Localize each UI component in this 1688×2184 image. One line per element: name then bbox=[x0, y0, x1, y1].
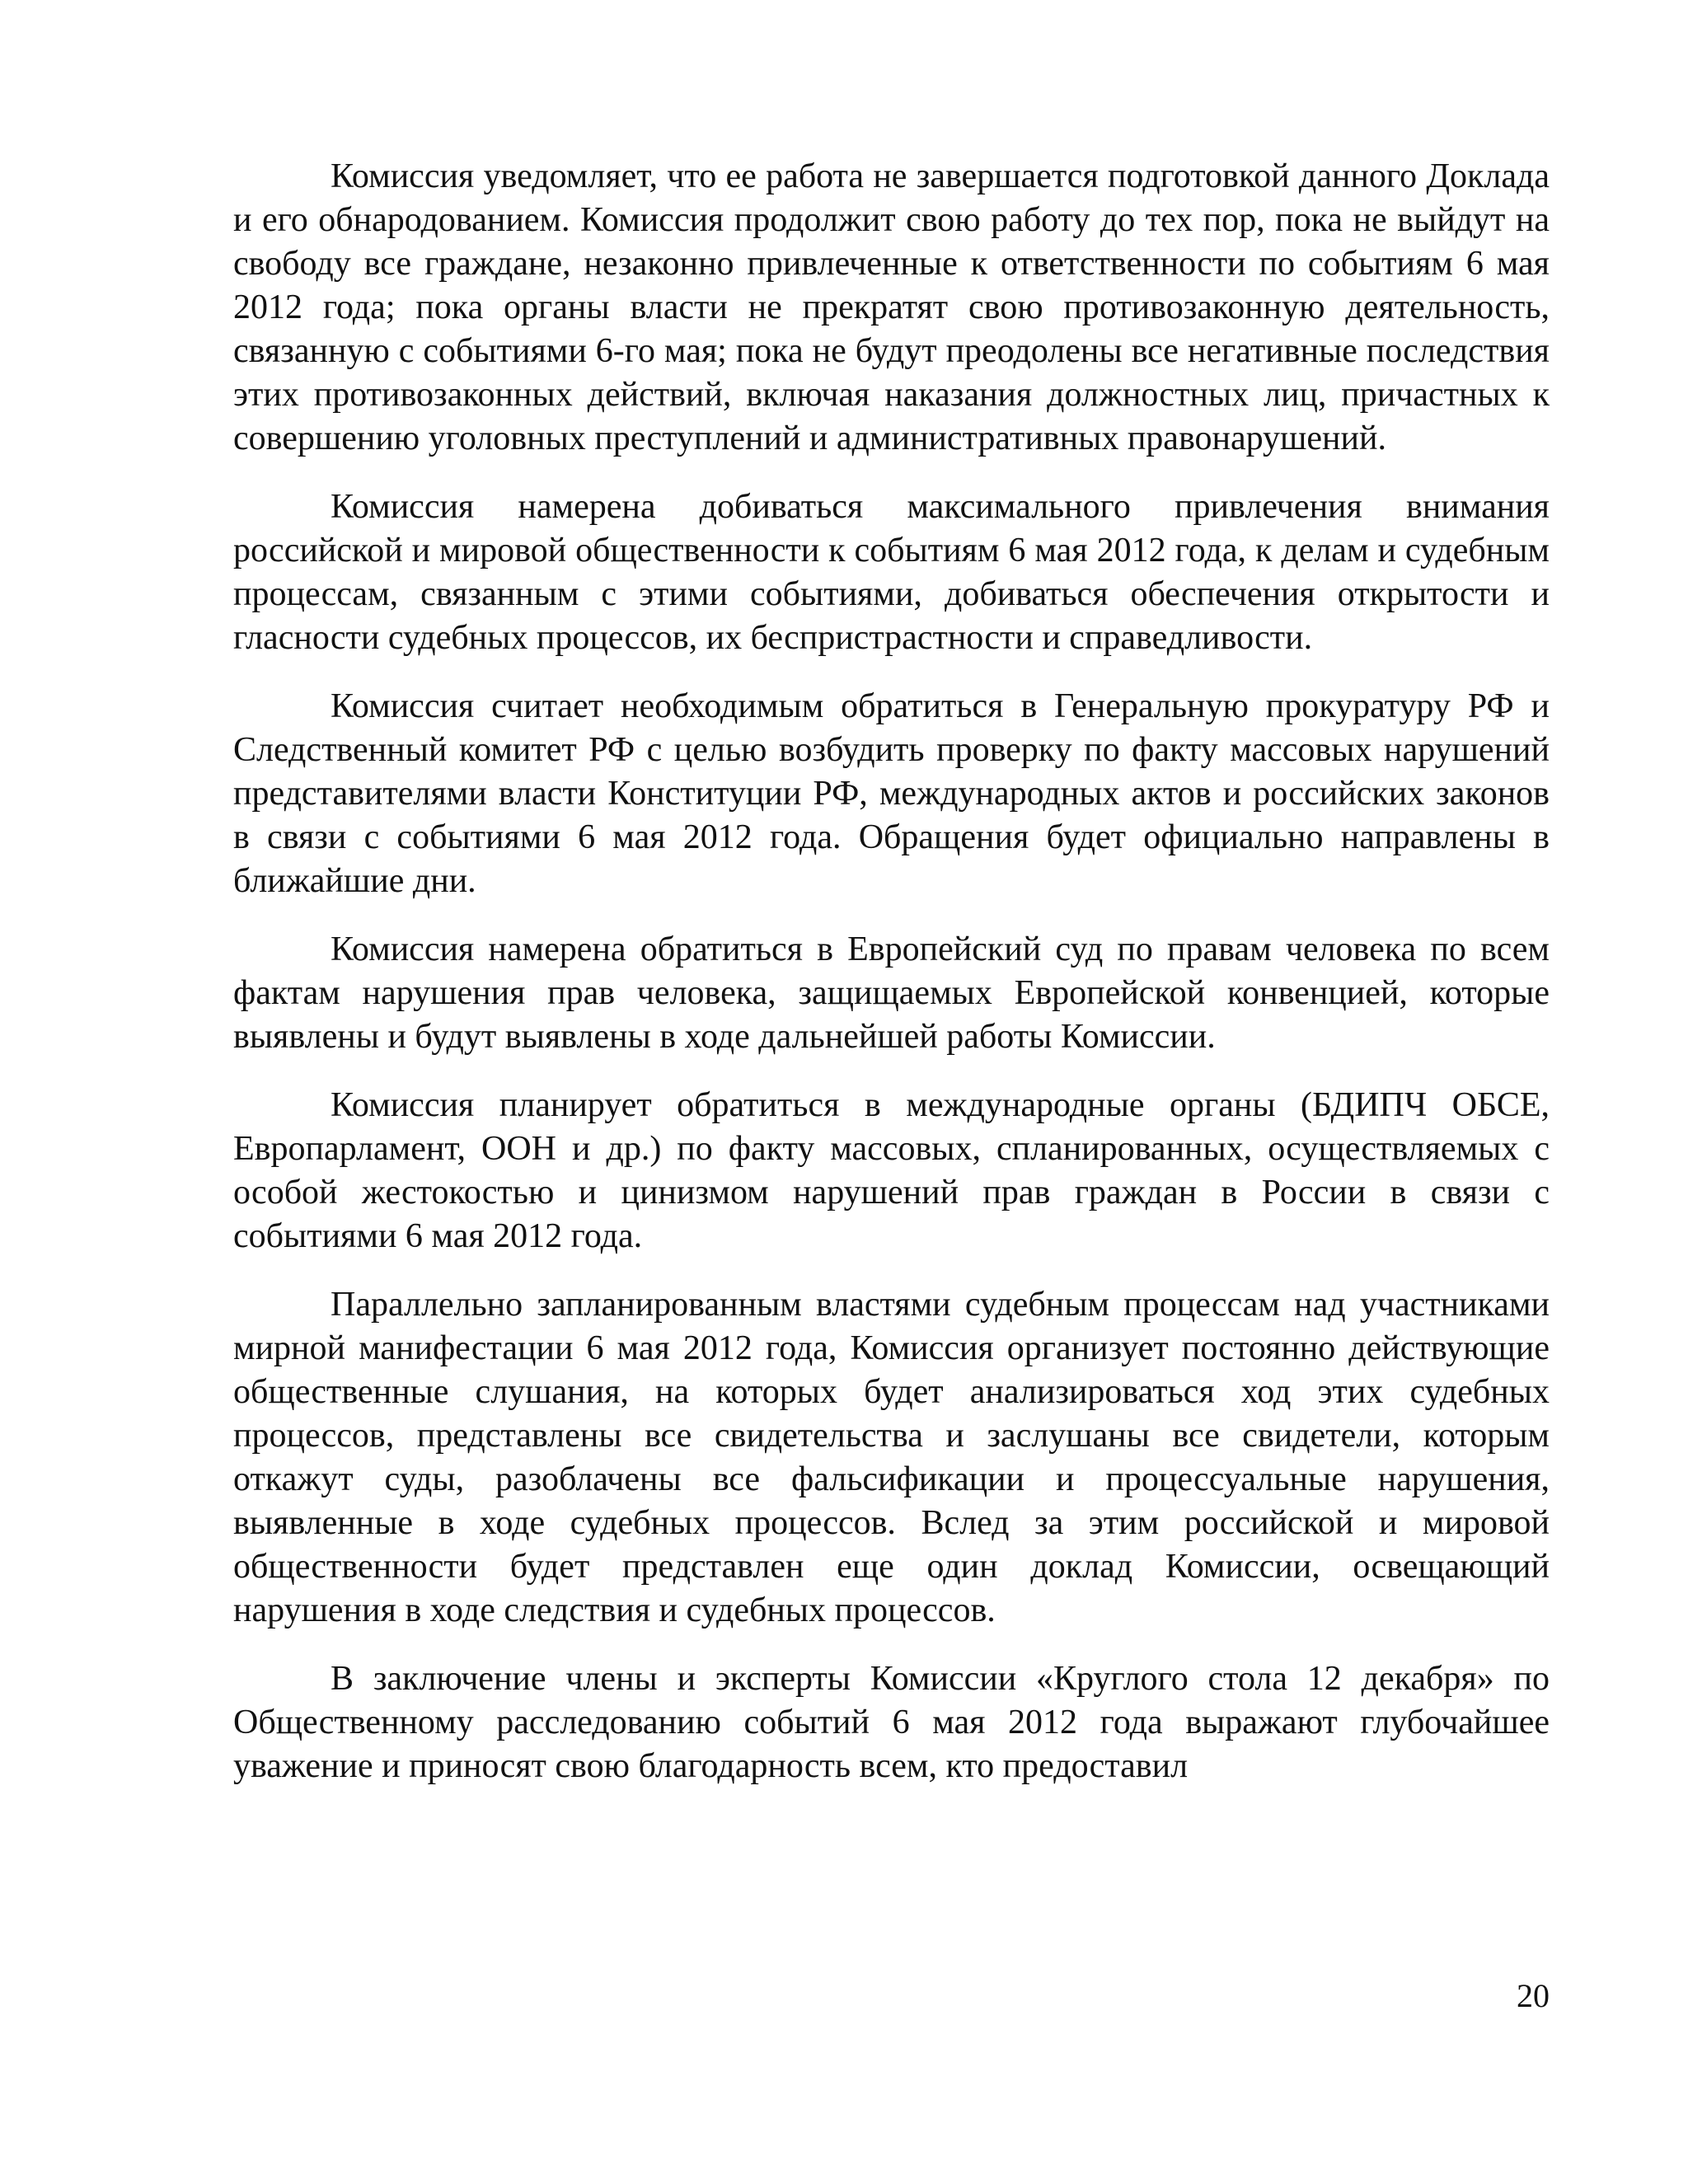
paragraph-international-bodies: Комиссия планирует обратиться в международные органы (БДИПЧ ОБСЕ, Европарламент, ООН и др.) по факту массовых, спланированных, осуществляемых с особой жестокостью и цинизмом нарушений прав граждан в России в связи с событиями 6 мая 2012 года. bbox=[233, 1086, 1550, 1255]
paragraph-public-attention: Комиссия намерена добиваться максимального привлечения внимания российской и мировой общественности к событиям 6 мая 2012 года, к делам и судебным процессам, связанным с этими событиями, добиваться обеспечения открытости и гласности судебных процессов, их беспристрастности и справедливости. bbox=[233, 488, 1550, 657]
paragraph-conclusion: В заключение члены и эксперты Комиссии «Круглого стола 12 декабря» по Общественному расследованию событий 6 мая 2012 года выражают глубочайшее уважение и приносят свою благодарность всем, кто предоставил bbox=[233, 1660, 1550, 1785]
paragraph-public-hearings: Параллельно запланированным властями судебным процессам над участниками мирной манифестации 6 мая 2012 года, Комиссия организует постоянно действующие общественные слушания, на которых будет анализироваться ход этих судебных процессов, представлены все свидетельства и заслушаны все свидетели, которым откажут суды, разоблачены все фальсификации и процессуальные нарушения, выявленные в ходе судебных процессов. Вслед за этим российской и мировой общественности будет представлен еще один доклад Комиссии, освещающий нарушения в ходе следствия и судебных процессов. bbox=[233, 1286, 1550, 1629]
document-body bbox=[233, 155, 1550, 1813]
page-number: 20 bbox=[1517, 1977, 1550, 2014]
paragraph-prosecutor-appeal: Комиссия считает необходимым обратиться в Генеральную прокуратуру РФ и Следственный комитет РФ с целью возбудить проверку по факту массовых нарушений представителями власти Конституции РФ, международных актов и российских законов в связи с событиями 6 мая 2012 года. Обращения будет официально направлены в ближайшие дни. bbox=[233, 687, 1550, 900]
paragraph-commission-continues-work: Комиссия уведомляет, что ее работа не завершается подготовкой данного Доклада и его обнародованием. Комиссия продолжит свою работу до тех пор, пока не выйдут на свободу все граждане, незаконно привлеченные к ответственности по событиям 6 мая 2012 года; пока органы власти не прекратят свою противозаконную деятельность, связанную с событиями 6-го мая; пока не будут преодолены все негативные последствия этих противозаконных действий, включая наказания должностных лиц, причастных к совершению уголовных преступлений и административных правонарушений. bbox=[233, 157, 1550, 457]
paragraph-echr-appeal: Комиссия намерена обратиться в Европейский суд по правам человека по всем фактам нарушения прав человека, защищаемых Европейской конвенцией, которые выявлены и будут выявлены в ходе дальнейшей работы Комиссии. bbox=[233, 930, 1550, 1056]
